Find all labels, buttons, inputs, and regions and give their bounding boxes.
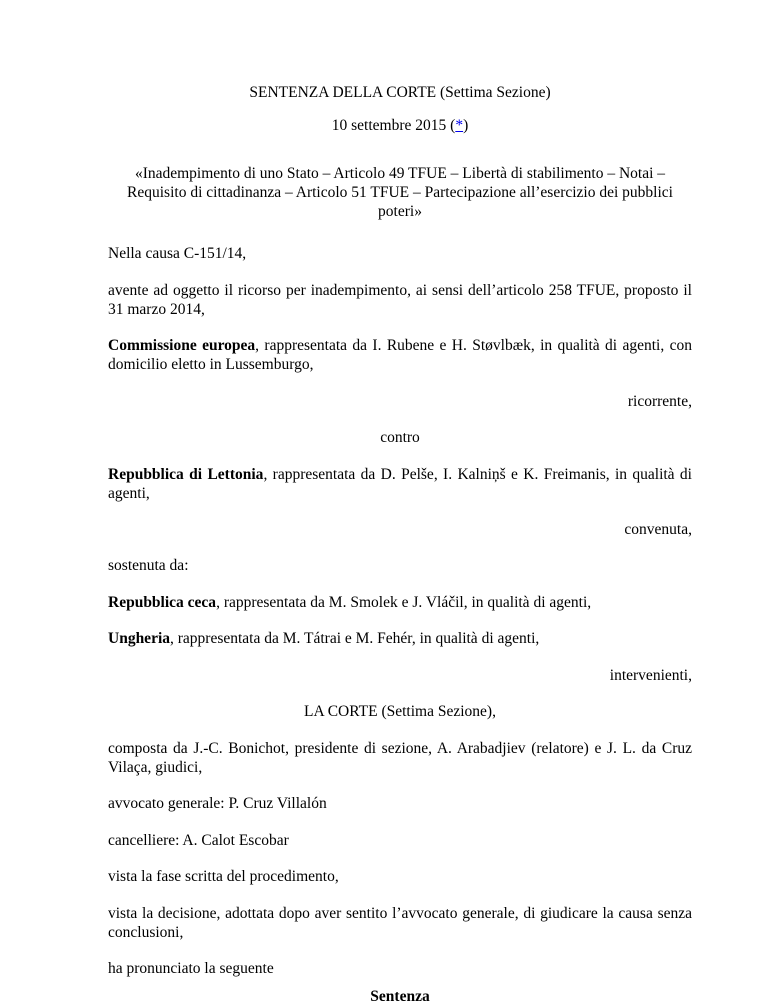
date-text: 10 settembre 2015 ( <box>331 117 456 134</box>
applicant-name: Commissione europea <box>108 337 256 354</box>
decision-no-opinion: vista la decisione, adottata dopo aver sentito l’avvocato generale, di giudicare la causa senza conclusioni, <box>108 905 692 941</box>
intervener-czech-name: Repubblica ceca <box>108 594 217 611</box>
intervener-hungary <box>108 630 692 649</box>
defendant <box>108 466 692 504</box>
pronounced: ha pronunciato la seguente <box>108 960 274 977</box>
judgment-heading <box>108 988 692 1007</box>
court-composition: composta da J.-C. Bonichot, presidente di sezione, A. Arabadjiev (relatore) e J. L. da Cruz Vilaça, giudici, <box>108 740 692 776</box>
case-number: Nella causa C-151/14, <box>108 245 247 262</box>
interveners-role: intervenienti, <box>609 667 692 684</box>
defendant-name: Repubblica di Lettonia <box>108 466 264 483</box>
advocate-general: avvocato generale: P. Cruz Villalón <box>108 795 327 812</box>
intervener-hungary-representation: , rappresentata da M. Tátrai e M. Fehér, in qualità di agenti, <box>170 630 540 647</box>
applicant-role: ricorrente, <box>627 393 692 410</box>
intervener-hungary-name: Ungheria <box>108 630 170 647</box>
intervener-czech-representation: , rappresentata da M. Smolek e J. Vláčil, in qualità di agenti, <box>216 594 592 611</box>
judgment-title: SENTENZA DELLA CORTE (Settima Sezione) <box>249 84 551 101</box>
contro-label: contro <box>380 429 420 446</box>
intervener-czech <box>108 594 692 613</box>
applicant <box>108 337 692 375</box>
written-procedure: vista la fase scritta del procedimento, <box>108 868 339 885</box>
defendant-role: convenuta, <box>624 521 692 538</box>
judgment-date <box>108 117 692 136</box>
footnote-link[interactable]: * <box>455 117 464 134</box>
applicant-representation: , rappresentata da I. Rubene e H. Støvlbæk, in qualità di agenti, con domicilio eletto in Lussemburgo, <box>108 337 692 373</box>
case-subject: «Inadempimento di uno Stato – Articolo 49 TFUE – Libertà di stabilimento – Notai – Requisito di cittadinanza – Articolo 51 TFUE – Partecipazione all’esercizio dei pubblici poteri» <box>127 165 673 220</box>
judgment-heading-text: Sentenza <box>370 988 430 1005</box>
supported-by: sostenuta da: <box>108 557 189 574</box>
case-object: avente ad oggetto il ricorso per inadempimento, ai sensi dell’articolo 258 TFUE, proposto il 31 marzo 2014, <box>108 282 692 318</box>
defendant-representation: , rappresentata da D. Pelše, I. Kalniņš e K. Freimanis, in qualità di agenti, <box>108 466 692 502</box>
registrar: cancelliere: A. Calot Escobar <box>108 832 289 849</box>
date-close: ) <box>463 117 469 134</box>
court-heading: LA CORTE (Settima Sezione), <box>304 703 496 720</box>
